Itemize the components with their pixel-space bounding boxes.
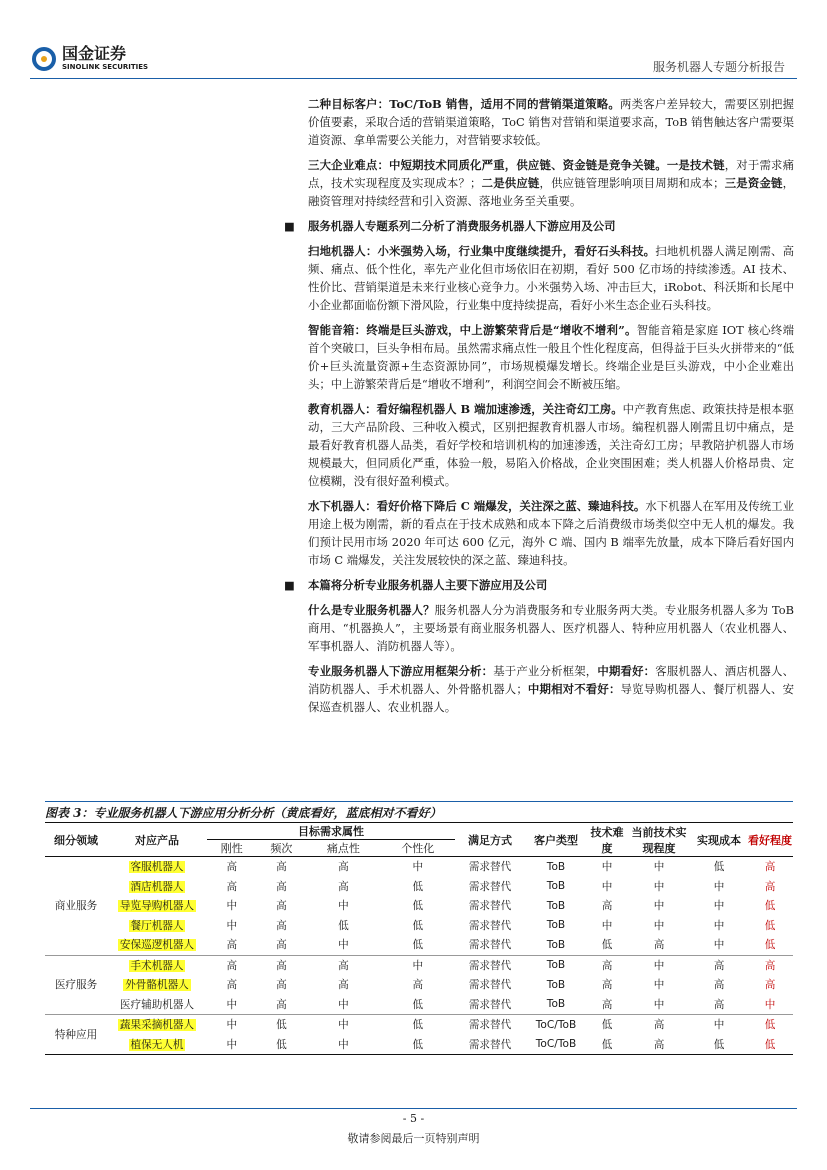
table-cell: 中 (306, 935, 380, 955)
table-cell: 低 (747, 1035, 793, 1055)
table-cell: 高 (412, 979, 424, 992)
table-cell: 高 (207, 935, 257, 955)
table-cell: 中 (601, 919, 613, 932)
group-name: 商业服务 (45, 857, 107, 956)
table-cell: 需求替代 (468, 1019, 512, 1032)
product-name: 客服机器人 (130, 861, 184, 874)
table-cell: 高 (338, 979, 349, 992)
body-text (284, 95, 794, 723)
figure-title: 图表 3：专业服务机器人下游应用分析分析（黄底看好，蓝底相对不看好） (45, 801, 793, 821)
table-cell: 中 (713, 919, 725, 932)
table-row (45, 1015, 793, 1035)
table-cell: 低 (601, 1019, 613, 1032)
table-cell: 中 (412, 959, 424, 972)
table-cell: 中 (653, 959, 665, 972)
table-cell: 高 (338, 880, 349, 893)
product-name: 植保无人机 (130, 1038, 184, 1051)
table-cell: 中 (653, 919, 665, 932)
table-cell: 高 (276, 979, 287, 992)
table-cell: 中 (207, 1035, 257, 1055)
table-cell: 低 (412, 880, 424, 893)
product-name: 外骨骼机器人 (125, 979, 189, 992)
logo-mark-icon (32, 47, 56, 71)
header-demand: 目标需求属性 (207, 823, 455, 840)
header-cost: 实现成本 (691, 823, 747, 857)
table-cell: 低 (764, 919, 776, 932)
table-cell: 低 (381, 1035, 455, 1055)
table-cell: 高 (713, 959, 725, 972)
table-cell: 中 (713, 880, 725, 893)
paragraph-framework: 专业服务机器人下游应用框架分析：基于产业分析框架，中期看好：客服机器人、酒店机器人、消防机器人、手术机器人、外骨骼机器人；中期相对不看好：导览导购机器人、餐厅机器人、安保巡查机器人、农业机器人。 (308, 664, 794, 714)
table-cell: 高 (338, 959, 349, 972)
table-cell: 高 (601, 979, 613, 992)
table-cell: 低 (747, 935, 793, 955)
table-cell: 高 (257, 995, 307, 1015)
table-cell: 中 (338, 900, 349, 913)
table-cell: 低 (764, 900, 776, 913)
table-cell: 高 (226, 861, 238, 874)
table-cell: 高 (601, 959, 613, 972)
report-title: 服务机器人专题分析报告 (652, 60, 785, 74)
table-cell: 高 (713, 979, 725, 992)
table-cell: 中 (601, 861, 613, 874)
table-cell: 高 (257, 935, 307, 955)
table-cell: 高 (276, 959, 287, 972)
table-row (45, 975, 793, 995)
table-cell: 低 (764, 1019, 776, 1032)
header-pain: 痛点性 (306, 840, 380, 857)
table-cell: 高 (764, 959, 776, 972)
table-cell: 低 (257, 1035, 307, 1055)
table-cell: 中 (306, 1035, 380, 1055)
paragraph-education-robot: 教育机器人：看好编程机器人 B 端加速渗透，关注奇幻工房。中产教育焦虑、政策扶持是根本驱动，三大产品阶段、三种收入模式，区别把握教育机器人市场。编程机器人刚需且切中痛点，是最看好教育机器人品类，看好学校和培训机构的加速渗透，关注奇幻工房；早教陪护机器人市场规模最大，但同质化严重，体验一般，易陷入价格战，企业突围困难；类人机器人价格昂贵、定位模糊，没有很好盈利模式。 (308, 402, 794, 488)
header-favor: 看好程度 (747, 823, 793, 857)
table-cell: 需求替代 (468, 919, 512, 932)
table-cell: 低 (381, 935, 455, 955)
table-cell: ToB (546, 919, 566, 932)
table-cell: 高 (653, 1019, 665, 1032)
table-cell: 中 (306, 995, 380, 1015)
table-cell: 中 (627, 995, 691, 1015)
table-row (45, 857, 793, 877)
table-cell: ToB (546, 880, 566, 893)
table-cell: 低 (338, 919, 349, 932)
table-cell: 高 (601, 900, 613, 913)
table-cell: 高 (627, 935, 691, 955)
table-cell: 高 (691, 995, 747, 1015)
header-mode: 满足方式 (455, 823, 525, 857)
product-name: 安保巡逻机器人 (119, 939, 195, 952)
table-cell: ToC/ToB (525, 1035, 587, 1055)
table-row (45, 896, 793, 916)
table-cell: 高 (276, 919, 287, 932)
table-cell: 需求替代 (468, 861, 512, 874)
table-cell: 需求替代 (468, 900, 512, 913)
table-cell: 低 (276, 1019, 287, 1032)
header-rigid: 刚性 (207, 840, 257, 857)
product-name: 酒店机器人 (130, 880, 184, 893)
table-cell: 中 (691, 935, 747, 955)
header-divider (30, 78, 797, 79)
logo-en: SINOLINK SECURITIES (62, 63, 149, 71)
product-name: 手术机器人 (130, 959, 184, 972)
table-cell: 中 (226, 919, 238, 932)
table-cell: 高 (226, 880, 238, 893)
table-cell: ToB (546, 899, 566, 912)
table-cell: ToB (525, 995, 587, 1015)
table-cell: 需求替代 (455, 935, 525, 955)
group-name: 特种应用 (45, 1015, 107, 1055)
table-row (45, 935, 793, 955)
table-cell: 中 (226, 1019, 238, 1032)
paragraph-smart-speaker: 智能音箱：终端是巨头游戏，中上游繁荣背后是“增收不增利”。智能音箱是家庭 IOT 核心终端首个突破口，巨头争相布局。虽然需求痛点性一般且个性化程度高，但得益于巨头火拼带来的“低价+巨头流量资源+生态资源协同”，市场规模爆发增长。终端企业是巨头游戏，中小企业难出头；中上游繁荣背后是“增收不增利”，利润空间会不断被压缩。 (308, 323, 794, 391)
table-cell: ToB (546, 978, 566, 991)
logo-cn: 国金证券 (62, 44, 127, 63)
table-cell: 中 (653, 900, 665, 913)
table-cell: 高 (764, 979, 776, 992)
bullet-icon: ■ (284, 219, 295, 233)
table-cell: 中 (653, 861, 665, 874)
table-row (45, 877, 793, 897)
table-cell: 高 (587, 995, 627, 1015)
table-cell: 需求替代 (468, 979, 512, 992)
table-cell: 高 (226, 959, 238, 972)
table-cell: 低 (412, 900, 424, 913)
paragraph-underwater-robot: 水下机器人：看好价格下降后 C 端爆发，关注深之蓝、臻迪科技。水下机器人在军用及传统工业用途上极为刚需，新的看点在于技术成熟和成本下降之后消费级市场类似空中无人机的爆发。我们预计民用市场 2020 年可达 600 亿元，海外 C 端、国内 B 端率先放量，成本下降后看好国内市场 C 端爆发，关注发展较快的深之蓝、臻迪科技。 (308, 499, 794, 567)
table-row (45, 955, 793, 975)
analysis-table (45, 822, 793, 1055)
table-cell: 低 (412, 1019, 424, 1032)
table-cell: ToB (546, 959, 566, 972)
table-cell: 需求替代 (455, 1035, 525, 1055)
header-field: 细分领域 (45, 823, 107, 857)
section-heading-consumer: ■ 服务机器人专题系列二分析了消费服务机器人下游应用及公司 (284, 219, 616, 233)
table-cell: 低 (713, 861, 725, 874)
table-cell: ToB (525, 935, 587, 955)
table-cell: 中 (713, 1019, 725, 1032)
table-cell: 需求替代 (468, 959, 512, 972)
table-cell: 需求替代 (455, 995, 525, 1015)
product-name: 餐厅机器人 (130, 919, 184, 932)
table-cell: 高 (276, 861, 287, 874)
table-cell: 低 (587, 935, 627, 955)
paragraph-sweeping-robot: 扫地机器人：小米强势入场，行业集中度继续提升，看好石头科技。扫地机机器人满足刚需、高频、痛点、低个性化，率先产业化但市场依旧在初期，看好 500 亿市场的持续渗透。AI 技术、性价比、营销渠道是未来行业核心竞争力。小米强势入场、冲击巨大，iRobot、科沃斯和长尾中小企业都面临份额下滑风险，行业集中度持续提高，看好小米生态企业石头科技。 (308, 244, 794, 312)
table-row (45, 916, 793, 936)
table-cell: 低 (381, 995, 455, 1015)
table-cell: 中 (653, 979, 665, 992)
table-cell: 高 (276, 900, 287, 913)
table-cell: 高 (627, 1035, 691, 1055)
table-cell: 低 (412, 919, 424, 932)
header-product: 对应产品 (107, 823, 207, 857)
paragraph-target-customers: 二种目标客户：ToC/ToB 销售，适用不同的营销渠道策略。两类客户差异较大，需要区别把握价值要素，采取合适的营销渠道策略，ToC 销售对营销和渠道要求高，ToB 销售触达客户需要渠道资源、拿单需要公关能力，对营销要求较低。 (308, 97, 794, 147)
table-body (45, 857, 793, 1055)
bullet-icon: ■ (284, 578, 295, 592)
section-heading-professional: ■ 本篇将分析专业服务机器人主要下游应用及公司 (284, 578, 548, 592)
footer-divider (30, 1108, 797, 1109)
table-cell: 中 (601, 880, 613, 893)
product-name: 蔬果采摘机器人 (119, 1019, 195, 1032)
product-name: 医疗辅助机器人 (119, 998, 195, 1011)
table-cell: 中 (747, 995, 793, 1015)
table-cell: 中 (412, 861, 424, 874)
table-cell: 中 (653, 880, 665, 893)
table-row (45, 1035, 793, 1055)
table-cell: 中 (207, 995, 257, 1015)
table-cell: 中 (713, 900, 725, 913)
table-cell: 高 (338, 861, 349, 874)
table-row (45, 995, 793, 1015)
page-number: - 5 - (402, 1112, 425, 1125)
table-cell: 高 (226, 979, 238, 992)
table-cell: 低 (587, 1035, 627, 1055)
table-cell: 高 (764, 861, 776, 874)
table-cell: 中 (338, 1019, 349, 1032)
table-cell: 高 (276, 880, 287, 893)
paragraph-difficulties: 三大企业难点：中短期技术同质化严重，供应链、资金链是竞争关键。一是技术链，对于需求痛点，技术实现程度及实现成本？；二是供应链，供应链管理影响项目周期和成本；三是资金链，融资管理对持续经营和引入资源、落地业务至关重要。 (308, 158, 794, 208)
group-name: 医疗服务 (45, 955, 107, 1015)
table-cell: 低 (691, 1035, 747, 1055)
header-freq: 频次 (257, 840, 307, 857)
header-tech-diff: 技术难度 (587, 823, 627, 857)
table-cell: ToC/ToB (535, 1018, 577, 1031)
header-personal: 个性化 (381, 840, 455, 857)
header-customer: 客户类型 (525, 823, 587, 857)
company-logo (32, 46, 148, 71)
header-tech-now: 当前技术实现程度 (627, 823, 691, 857)
product-name: 导览导购机器人 (119, 900, 195, 913)
table-cell: 需求替代 (468, 880, 512, 893)
table-cell: ToB (546, 860, 566, 873)
paragraph-what-is: 什么是专业服务机器人？服务机器人分为消费服务和专业服务两大类。专业服务机器人多为 ToB 商用、“机器换人”，主要场景有商业服务机器人、医疗机器人、特种应用机器人（农业机器人、军事机器人、消防机器人等）。 (308, 603, 794, 653)
table-cell: 高 (764, 880, 776, 893)
page-header (0, 0, 827, 80)
table-cell: 中 (226, 900, 238, 913)
disclaimer: 敬请参阅最后一页特别声明 (347, 1132, 480, 1145)
